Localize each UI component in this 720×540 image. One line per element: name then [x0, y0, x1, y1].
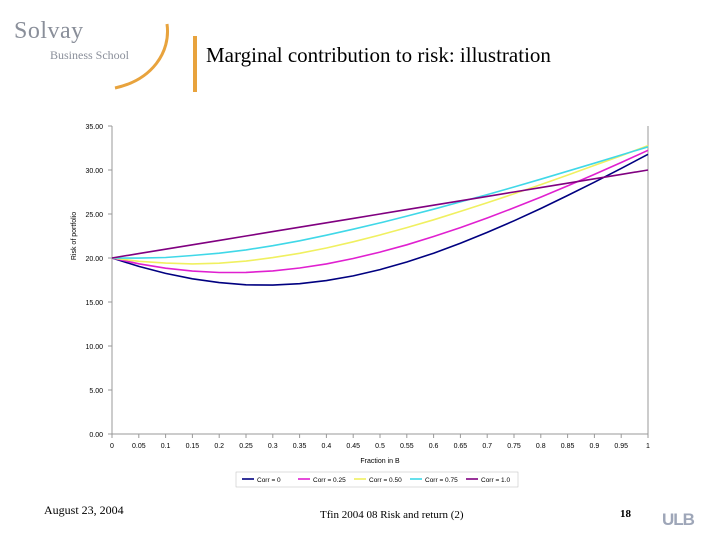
legend-label: Corr = 0.75 — [425, 477, 458, 484]
x-tick-label: 0.2 — [214, 443, 225, 450]
y-tick-label: 30.00 — [85, 168, 103, 175]
slide-title: Marginal contribution to risk: illustration — [206, 43, 551, 67]
x-tick-label: 0.4 — [321, 443, 332, 450]
y-tick-label: 15.00 — [85, 300, 103, 307]
x-tick-label: 0.7 — [482, 443, 493, 450]
x-tick-label: 0.65 — [453, 443, 468, 450]
y-tick-label: 35.00 — [85, 124, 103, 131]
footer-date: August 23, 2004 — [44, 503, 124, 517]
logo-subtitle: Business School — [50, 48, 130, 62]
title-accent-bar — [193, 36, 197, 92]
y-tick-label: 0.00 — [89, 432, 103, 439]
logo-arc-icon — [107, 22, 182, 92]
x-tick-label: 0.1 — [160, 443, 171, 450]
risk-chart — [60, 118, 660, 498]
y-tick-label: 10.00 — [85, 344, 103, 351]
ulb-logo: ULB — [662, 510, 694, 529]
y-axis-label: Risk of portfolio — [71, 211, 78, 261]
x-tick-label: 0.55 — [399, 443, 414, 450]
x-tick-label: 0 — [110, 443, 114, 450]
x-tick-label: 0.5 — [375, 443, 385, 450]
x-tick-label: 0.85 — [560, 443, 575, 450]
x-tick-label: 0.05 — [131, 443, 146, 450]
legend-label: Corr = 0.25 — [313, 477, 346, 484]
x-tick-label: 0.15 — [185, 443, 200, 450]
x-tick-label: 0.25 — [239, 443, 253, 450]
x-tick-label: 0.35 — [292, 443, 307, 450]
x-tick-label: 1 — [646, 443, 650, 450]
x-tick-label: 0.95 — [614, 443, 629, 450]
legend-label: Corr = 1.0 — [481, 477, 511, 484]
school-logo — [12, 18, 172, 88]
x-tick-label: 0.75 — [507, 443, 521, 450]
logo-wordmark: Solvay — [14, 18, 84, 44]
x-tick-label: 0.9 — [589, 443, 600, 450]
y-tick-label: 5.00 — [89, 388, 103, 395]
series-line — [112, 154, 648, 285]
series-line — [112, 147, 648, 258]
series-line — [112, 146, 648, 264]
y-tick-label: 20.00 — [85, 256, 103, 263]
series-line — [112, 150, 648, 272]
x-tick-label: 0.3 — [267, 443, 278, 450]
page-number: 18 — [620, 508, 631, 520]
x-tick-label: 0.8 — [535, 443, 546, 450]
x-axis-label: Fraction in B — [360, 458, 400, 465]
footer-course-label: Tfin 2004 08 Risk and return (2) — [320, 509, 464, 521]
legend-label: Corr = 0 — [257, 477, 281, 484]
y-tick-label: 25.00 — [85, 212, 103, 219]
x-tick-label: 0.45 — [346, 443, 361, 450]
legend-label: Corr = 0.50 — [369, 477, 402, 484]
series-line — [112, 170, 648, 258]
x-tick-label: 0.6 — [428, 443, 439, 450]
